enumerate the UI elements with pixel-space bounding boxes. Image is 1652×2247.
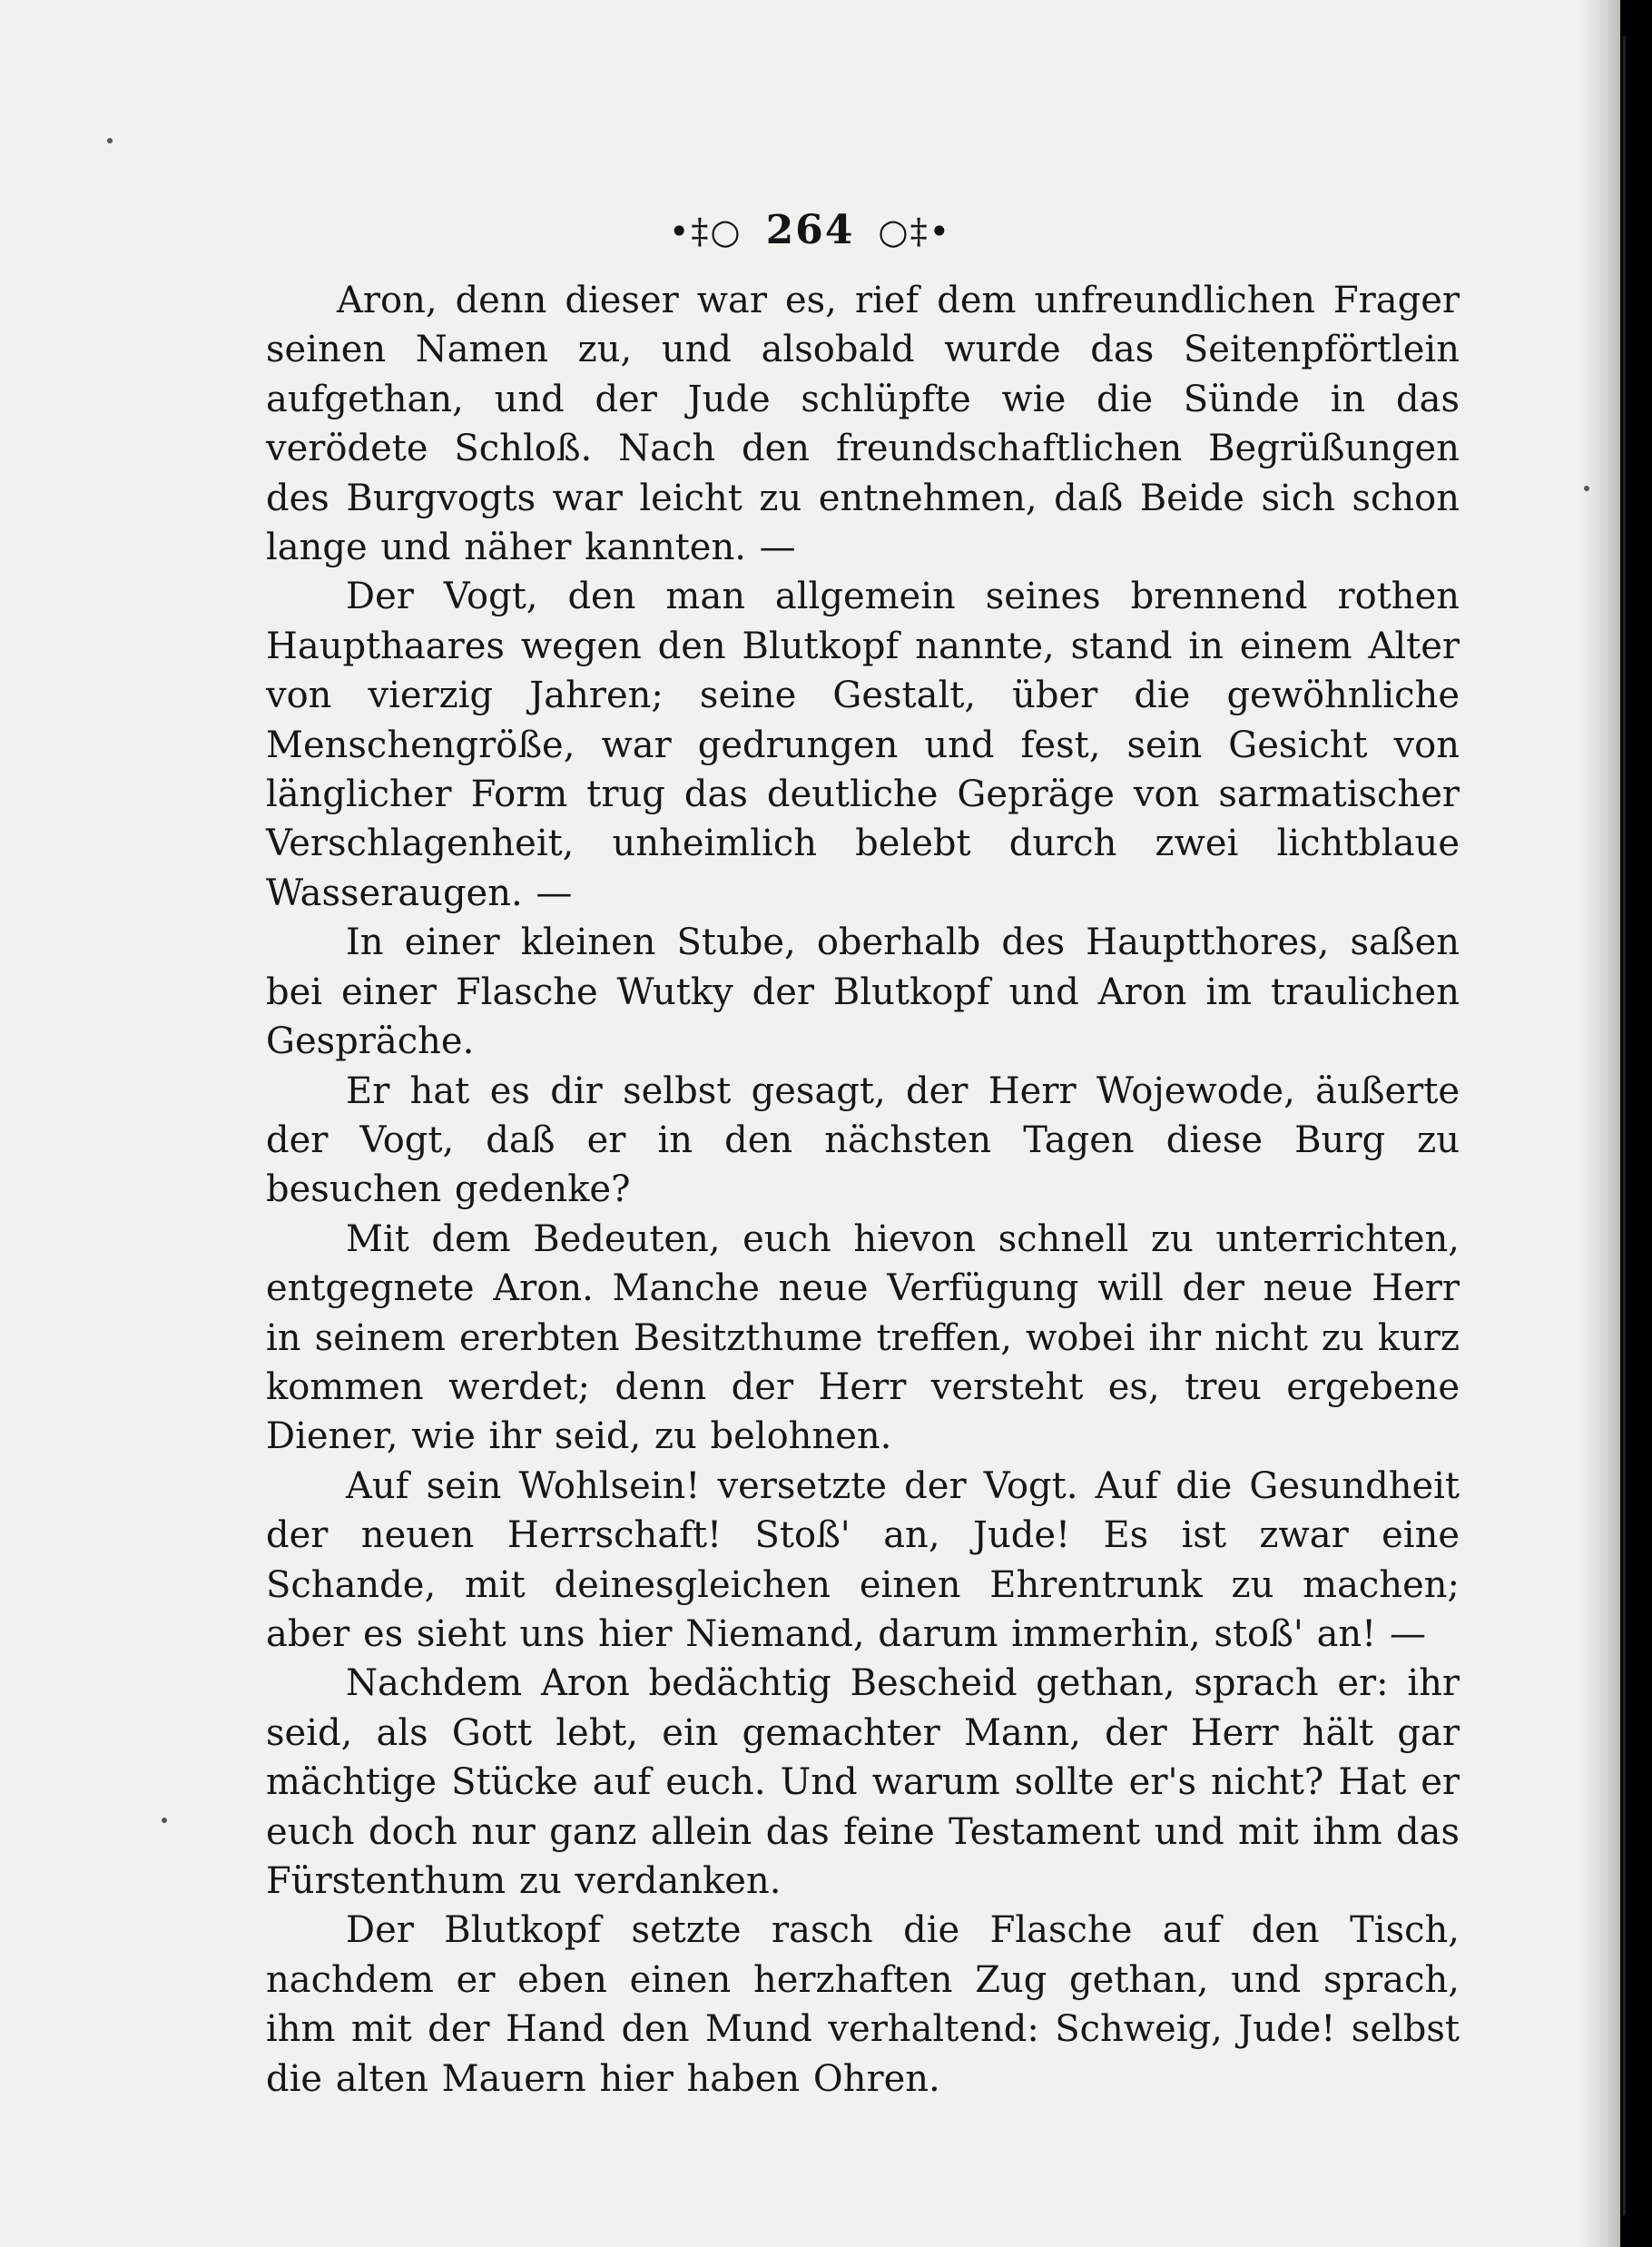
ornament-right-icon: ○‡• bbox=[878, 212, 951, 251]
margin-speck bbox=[107, 138, 113, 143]
binding-edge bbox=[1623, 36, 1626, 2215]
paragraph: Mit dem Bedeuten, euch hievon schnell zu unterrichten, entgegnete Aron. Manche neue Verfügung will der neue Herr in seinem ererbten Besitzthume treffen, wobei ihr nicht zu kurz kommen werdet; denn der Herr versteht es, treu ergebene Diener, wie ihr seid, zu belohnen. bbox=[266, 1217, 1460, 1458]
paragraph: Der Vogt, den man allgemein seines brennend rothen Haupthaares wegen den Blutkopf nannte, stand in einem Alter von vierzig Jahren; seine Gestalt, über die gewöhnliche Menschengröße, war gedrungen und fest, sein Gesicht von länglicher Form trug das deutliche Gepräge von sarmatischer Verschlagenheit, unheimlich belebt durch zwei lichtblaue Wasseraugen. — bbox=[266, 576, 1460, 914]
paragraph: Aron, denn dieser war es, rief dem unfreundlichen Frager seinen Namen zu, und alsobald wurde das Seitenpförtlein aufgethan, und der Jude schlüpfte wie die Sünde in das verödete Schloß. Nach den freundschaftlichen Begrüßungen des Burgvogts war leicht zu entnehmen, daß Beide sich schon lange und näher kannten. — bbox=[266, 280, 1460, 569]
page-gutter-shadow bbox=[1579, 0, 1620, 2247]
ornament-left-icon: •‡○ bbox=[668, 212, 742, 251]
page-number: 264 bbox=[765, 207, 855, 253]
paragraph: Auf sein Wohlsein! versetzte der Vogt. Auf die Gesundheit der neuen Herrschaft! Stoß' an, Jude! Es ist zwar eine Schande, mit deinesgleichen einen Ehrentrunk zu machen; aber es sieht uns hier Niemand, darum immerhin, stoß' an! — bbox=[266, 1464, 1460, 1655]
margin-speck bbox=[162, 1818, 167, 1823]
paragraph: In einer kleinen Stube, oberhalb des Hauptthores, saßen bei einer Flasche Wutky der Blutkopf und Aron im traulichen Gespräche. bbox=[266, 921, 1460, 1063]
body-text bbox=[266, 276, 1460, 2104]
paragraph: Der Blutkopf setzte rasch die Flasche auf den Tisch, nachdem er eben einen herzhaften Zug gethan, und sprach, ihm mit der Hand den Mund verhaltend: Schweig, Jude! selbst die alten Mauern hier haben Ohren. bbox=[266, 1909, 1460, 2100]
page-header bbox=[0, 207, 1620, 253]
paragraph: Nachdem Aron bedächtig Bescheid gethan, sprach er: ihr seid, als Gott lebt, ein gemachter Mann, der Herr hält gar mächtige Stücke auf euch. Und warum sollte er's nicht? Hat er euch doch nur ganz allein das feine Testament und mit ihm das Fürstenthum zu verdanken. bbox=[266, 1662, 1460, 1902]
margin-speck bbox=[1584, 486, 1589, 491]
paragraph: Er hat es dir selbst gesagt, der Herr Wojewode, äußerte der Vogt, daß er in den nächsten Tagen diese Burg zu besuchen gedenke? bbox=[266, 1069, 1460, 1211]
